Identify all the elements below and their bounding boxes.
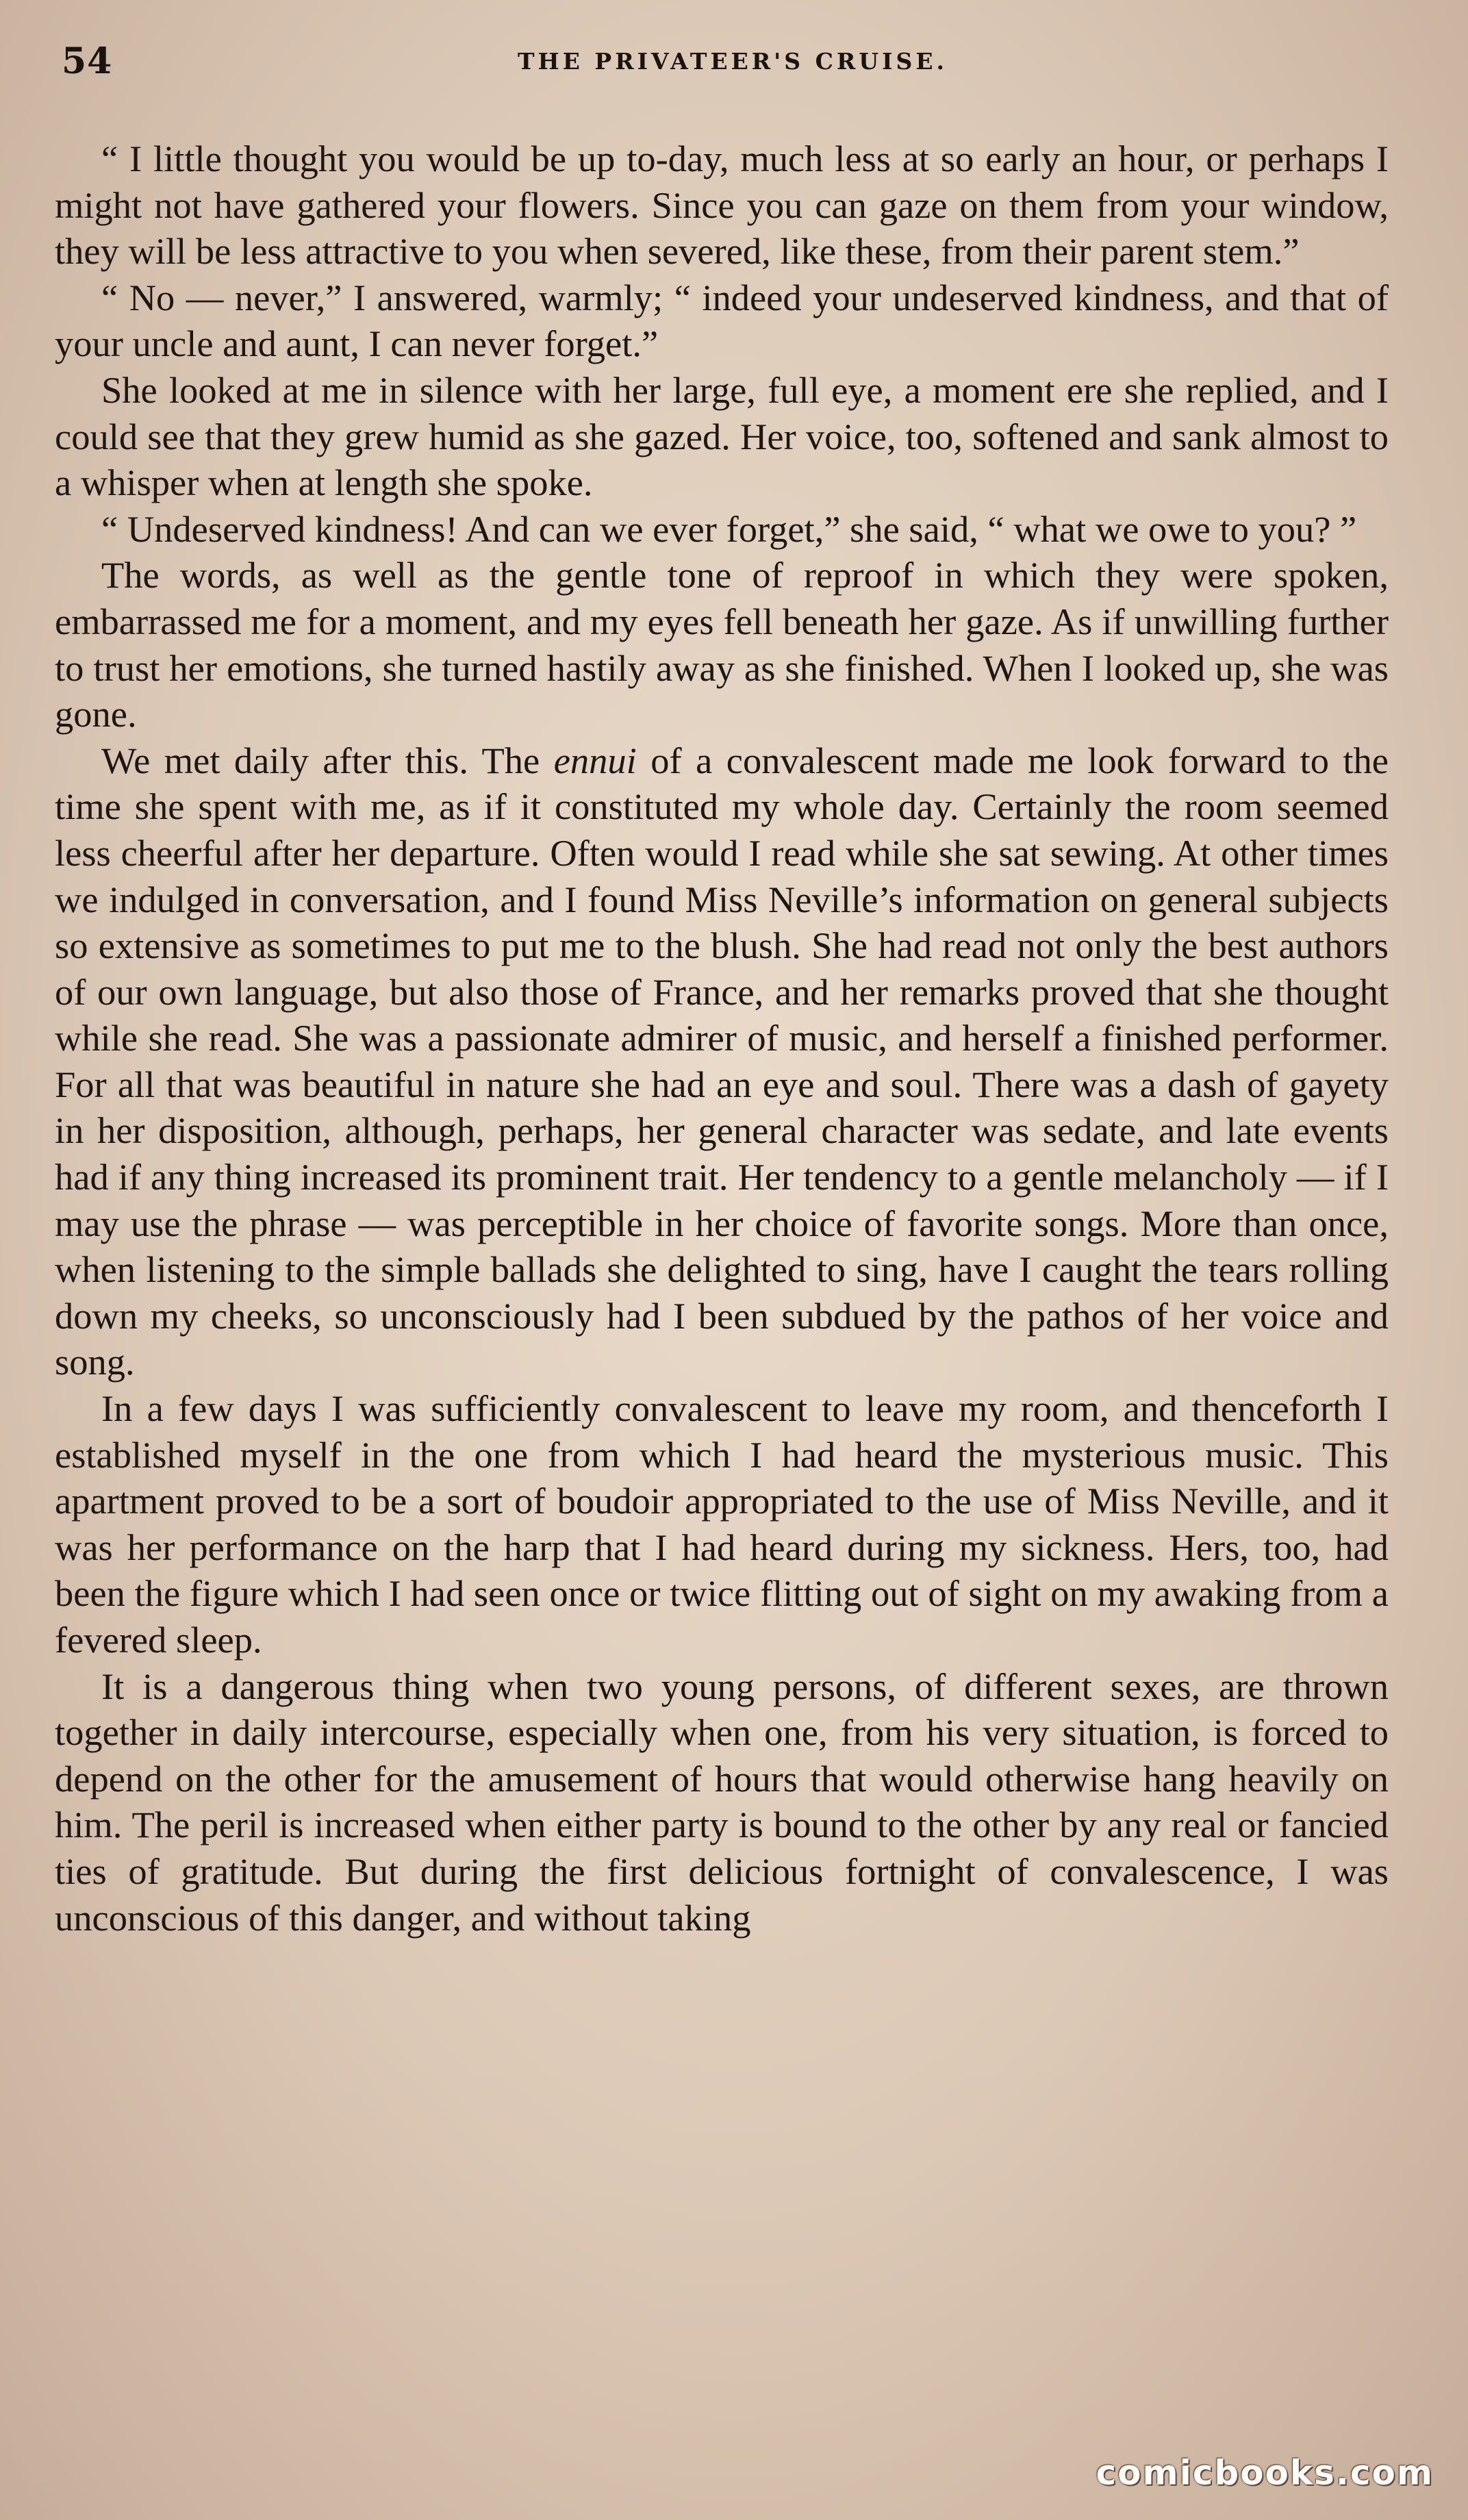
page-header xyxy=(62,34,1404,89)
page-number: 54 xyxy=(62,40,113,82)
paragraph: “ Undeserved kindness! And can we ever forget,” she said, “ what we owe to you? ” xyxy=(101,507,1357,550)
running-head: THE PRIVATEER'S CRUISE. xyxy=(518,48,948,75)
paragraph: In a few days I was sufficiently convalescent to leave my room, and thenceforth I established myself in the one from which I had heard the mysterious music. This apartment proved to be a sort of boudoir appropriated to the use of Miss Neville, and it was her performance on the harp that I had heard during my sickness. Hers, too, had been the figure which I had seen once or twice flitting out of sight on my awaking from a fevered sleep. xyxy=(55,1387,1389,1661)
body-text xyxy=(55,136,1389,1941)
paragraph: “ I little thought you would be up to-day, much less at so early an hour, or perhaps I might not have gathered your flowers. Since you can gaze on them from your window, they will be less attractive to you when severed, like these, from their parent stem.” xyxy=(55,138,1389,273)
paragraph: It is a dangerous thing when two young persons, of different sexes, are thrown together in daily intercourse, especially when one, from his very situation, is forced to depend on the other for the amusement of hours that would otherwise hang heavily on him. The peril is increased when either party is bound to the other by any real or fancied ties of gratitude. But during the first delicious fortnight of convalescence, I was unconscious of this danger, and without taking xyxy=(55,1665,1389,1939)
watermark: comicbooks.com xyxy=(1096,2453,1434,2493)
paragraph: “ No — never,” I answered, warmly; “ indeed your undeserved kindness, and that of your uncle and aunt, I can never forget.” xyxy=(55,276,1389,365)
paragraph: We met daily after this. The ennui of a convalescent made me look forward to the time she spent with me, as if it constituted my whole day. Certainly the room seemed less cheerful after her departure. Often would I read while she sat sewing. At other times we indulged in conversation, and I found Miss Neville’s information on general subjects so extensive as sometimes to put me to the blush. She had read not only the best authors of our own language, but also those of France, and her remarks proved that she thought while she read. She was a passionate admirer of music, and herself a finished performer. For all that was beautiful in nature she had an eye and soul. There was a dash of gayety in her disposition, although, perhaps, her general character was sedate, and late events had if any thing increased its prominent trait. Her tendency to a gentle melancholy — if I may use the phrase — was perceptible in her choice of favorite songs. More than once, when listening to the simple ballads she delighted to sing, have I caught the tears rolling down my cheeks, so unconsciously had I been subdued by the pathos of her voice and song. xyxy=(55,739,1389,1383)
italic-word: ennui xyxy=(553,739,637,781)
paragraph: She looked at me in silence with her large, full eye, a moment ere she replied, and I could see that they grew humid as she gazed. Her voice, too, softened and sank almost to a whisper when at length she spoke. xyxy=(55,368,1389,504)
paragraph: The words, as well as the gentle tone of reproof in which they were spoken, embarrassed me for a moment, and my eyes fell beneath her gaze. As if unwilling further to trust her emotions, she turned hastily away as she finished. When I looked up, she was gone. xyxy=(55,554,1389,735)
